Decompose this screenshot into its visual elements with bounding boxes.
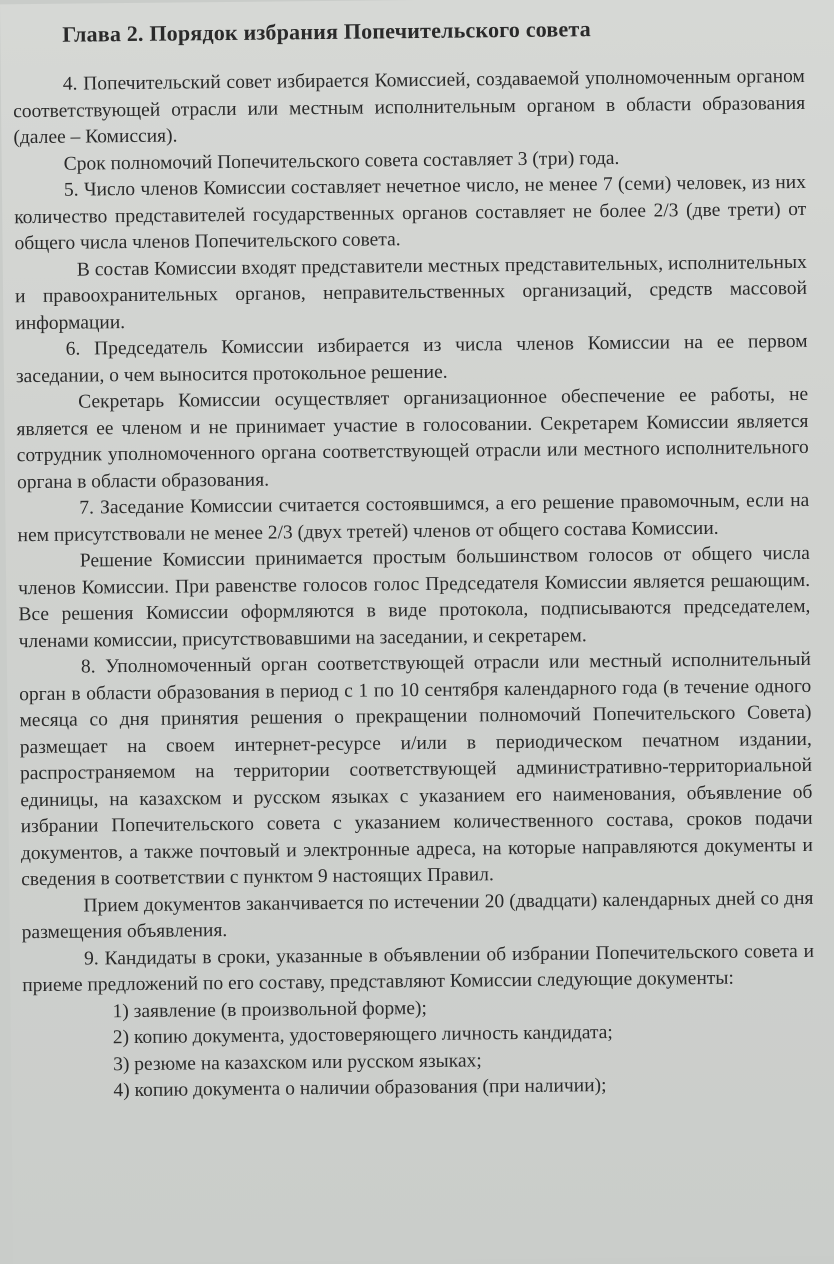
paragraph-7: 7. Заседание Комиссии считается состоявшимся, а его решение правомочным, если на нем присутствовали не менее 2/3 (двух третей) членов от общего состава Комиссии. — [17, 489, 810, 546]
paragraph-4: 4. Попечительский совет избирается Комиссией, создаваемой уполномоченным органом соответствующей отрасли или местным исполнительным органом в области образования (далее – Комиссия). — [13, 65, 806, 149]
list-item: 3) резюме на казахском или русском языках; — [113, 1049, 482, 1075]
paragraph-9: 9. Кандидаты в сроки, указанные в объявлении об избрании Попечительского совета и приеме предложений по его составу, представляют Комиссии следующие документы: — [22, 940, 815, 997]
list-item: 2) копию документа, удостоверяющего личность кандидата; — [112, 1022, 613, 1049]
paragraph-5: 5. Число членов Комиссии составляет нечетное число, не менее 7 (семи) человек, из них количество представителей государственных органов составляет не более 2/3 (две трети) от общего числа членов Попечительского совета. — [14, 171, 807, 255]
paragraph-composition: В состав Комиссии входят представители местных представительных, исполнительных и правоохранительных органов, неправительственных организаций, средств массовой информации. — [14, 251, 808, 334]
paragraph-decision: Решение Комиссии принимается простым большинством голосов от общего числа членов Комиссии. При равенстве голосов голос Председателя Комиссии является решающим. Все решения Комиссии оформляются в виде протокола, подписываются председателем, членами комиссии, присутствовавшими на заседании, и секретарем. — [18, 542, 811, 652]
paragraph-term: Срок полномочий Попечительского совета составляет 3 (три) года. — [63, 147, 620, 175]
list-item: 1) заявление (в произвольной форме); — [112, 997, 427, 1022]
list-item: 4) копию документа о наличии образования (при наличии); — [113, 1075, 607, 1102]
chapter-title: Глава 2. Порядок избрания Попечительского совета — [62, 16, 592, 47]
paragraph-deadline: Прием документов заканчивается по истечении 20 (двадцати) календарных дней со дня размещения объявления. — [21, 887, 814, 944]
paragraph-8: 8. Уполномоченный орган соответствующей отрасли или местный исполнительный орган в области образования в период с 1 по 10 сентября календарного года (в течение одного месяца со дня принятия решения о прекращении полномочий Попечительского Совета) размещает на своем интернет-ресурсе и/или в периодическом печатном издании, распространяемом на территории соответствующей административно-территориальной единицы, на казахском и русском языках с указанием его наименования, объявление об избрании Попечительского совета с указанием количественного состава, сроков подачи документов, а также почтовый и электронные адреса, на которые направляются документы и сведения в соответствии с пунктом 9 настоящих Правил. — [19, 648, 813, 891]
paragraph-secretary: Секретарь Комиссии осуществляет организационное обеспечение ее работы, не является ее членом и не принимает участие в голосовании. Секретарем Комиссии является сотрудник уполномоченного органа соответствующей отрасли или местного исполнительного органа в области образования. — [16, 383, 809, 493]
paragraph-6: 6. Председатель Комиссии избирается из числа членов Комиссии на ее первом заседании, о чем выносится протокольное решение. — [15, 330, 808, 387]
